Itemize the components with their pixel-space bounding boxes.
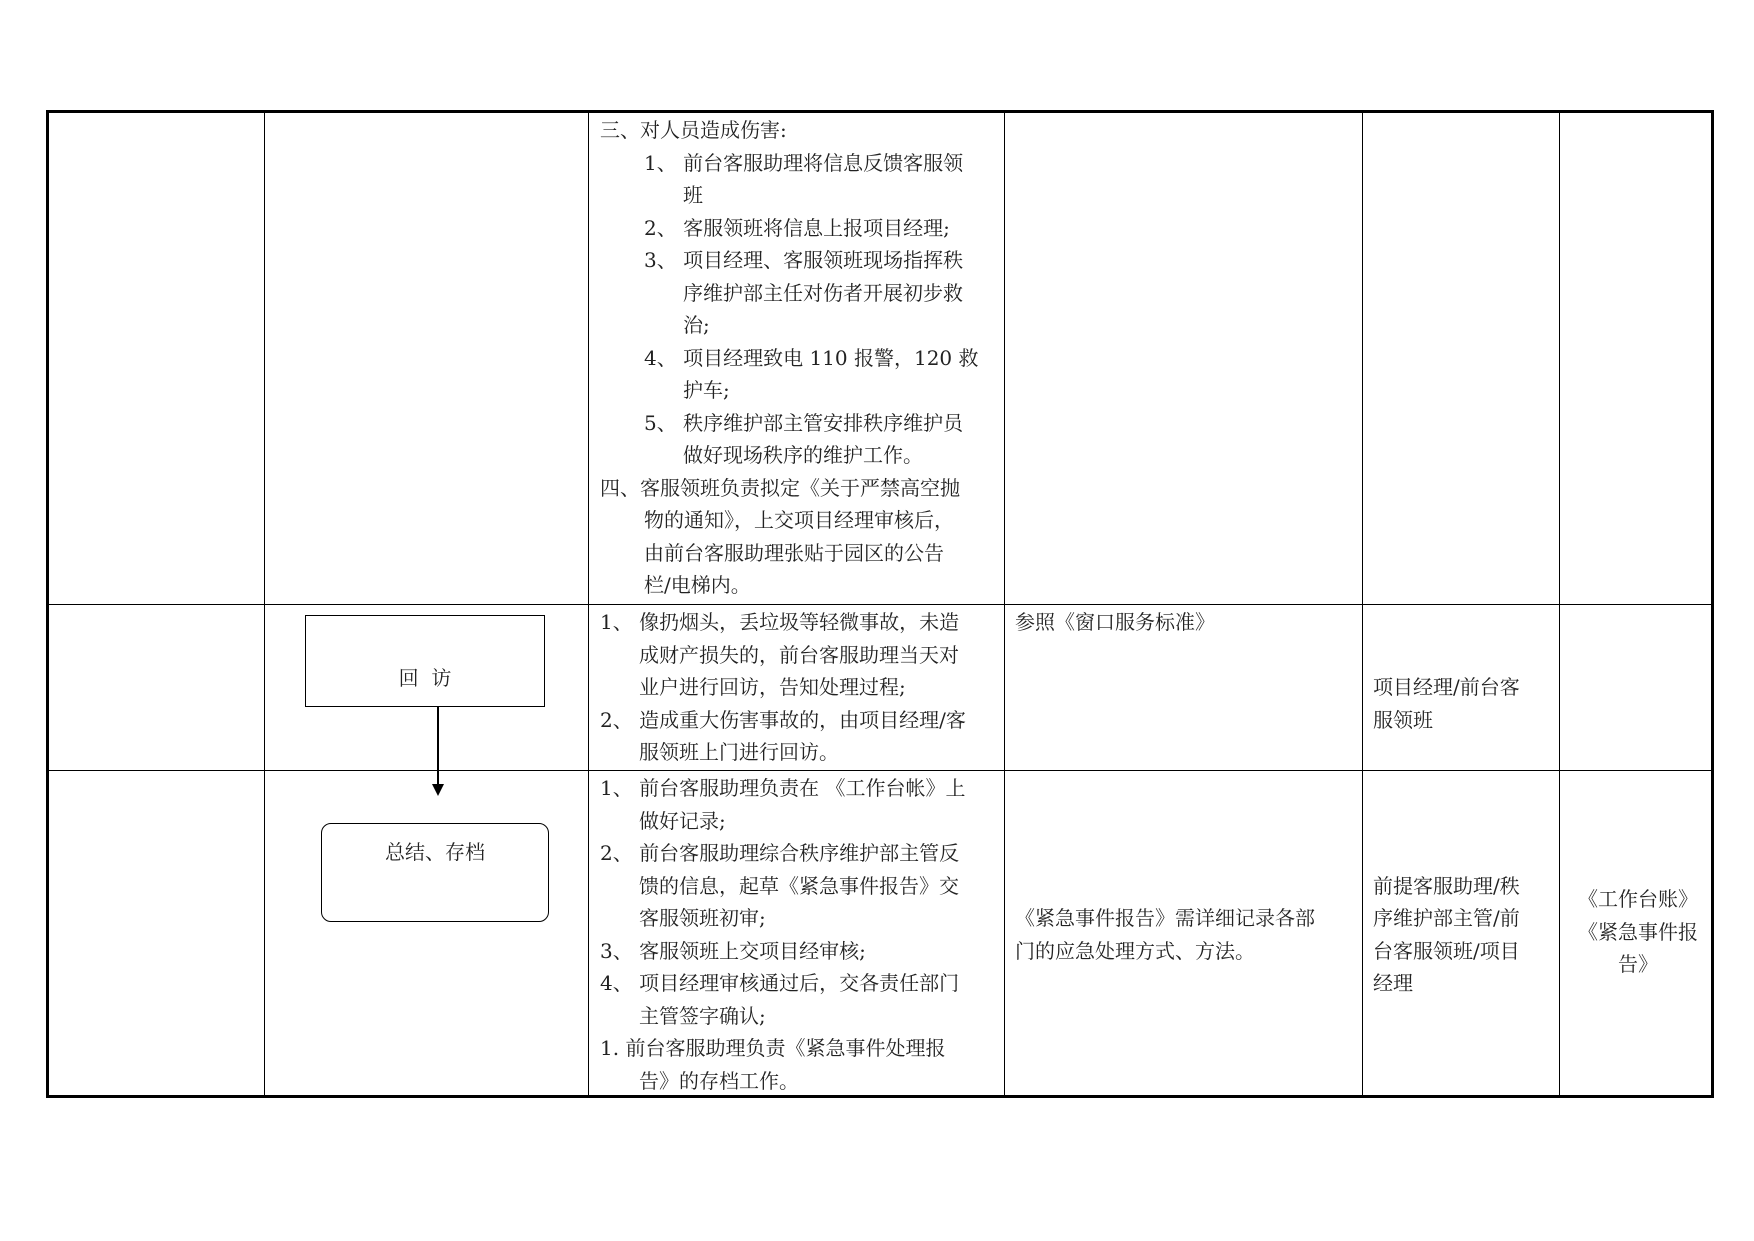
procedure-line: 业户进行回访，告知处理过程;: [639, 675, 906, 699]
responsible-text: 序维护部主管/前: [1373, 906, 1520, 930]
flow-step-label: 总结、存档: [385, 840, 485, 864]
flow-arrow: [437, 707, 439, 785]
procedure-line: 栏/电梯内。: [644, 573, 751, 597]
procedure-line: 4、 项目经理审核通过后，交各责任部门: [600, 971, 960, 995]
procedure-line: 1、 前台客服助理将信息反馈客服领: [644, 151, 964, 175]
procedure-line: 主管签字确认;: [639, 1004, 766, 1028]
responsible-text: 项目经理/前台客: [1373, 675, 1520, 699]
responsible-text: 台客服领班/项目: [1373, 939, 1520, 963]
procedure-line: 四、客服领班负责拟定《关于严禁高空抛: [600, 476, 960, 500]
flow-box-follow-up: [305, 615, 545, 707]
procedure-line: 物的通知》，上交项目经理审核后，: [644, 508, 954, 532]
procedure-line: 4、 项目经理致电 110 报警，120 救: [644, 346, 979, 370]
procedure-line: 序维护部主任对伤者开展初步救: [683, 281, 963, 305]
procedure-line: 2、 前台客服助理综合秩序维护部主管反: [600, 841, 960, 865]
responsible-text: 经理: [1373, 971, 1413, 995]
responsible-text: 前提客服助理/秩: [1373, 874, 1520, 898]
procedure-line: 客服领班初审;: [639, 906, 766, 930]
procedure-line: 3、 客服领班上交项目经审核;: [600, 939, 866, 963]
procedure-line: 治;: [683, 313, 710, 337]
procedure-line: 由前台客服助理张贴于园区的公告: [644, 541, 944, 565]
procedure-line: 2、 造成重大伤害事故的，由项目经理/客: [600, 708, 966, 732]
procedure-line: 成财产损失的，前台客服助理当天对: [639, 643, 959, 667]
procedure-line: 馈的信息，起草《紧急事件报告》交: [639, 874, 959, 898]
standard-text: 门的应急处理方式、方法。: [1015, 939, 1255, 963]
row-divider: [49, 604, 1711, 605]
responsible-text: 服领班: [1373, 708, 1433, 732]
procedure-line: 2、 客服领班将信息上报项目经理;: [644, 216, 950, 240]
flow-box-summary-archive: [321, 823, 549, 922]
procedure-line: 告》的存档工作。: [639, 1069, 799, 1093]
procedure-line: 做好现场秩序的维护工作。: [683, 443, 923, 467]
procedure-line: 三、对人员造成伤害:: [600, 118, 787, 142]
standard-text: 参照《窗口服务标准》: [1015, 610, 1215, 634]
procedure-line: 5、 秩序维护部主管安排秩序维护员: [644, 411, 964, 435]
record-text: 《工作台账》: [1578, 887, 1698, 911]
procedure-line: 服领班上门进行回访。: [639, 740, 839, 764]
standard-text: 《紧急事件报告》需详细记录各部: [1015, 906, 1315, 930]
procedure-line: 1. 前台客服助理负责《紧急事件处理报: [600, 1036, 946, 1060]
record-text: 《紧急事件报: [1578, 920, 1698, 944]
procedure-line: 1、 像扔烟头，丢垃圾等轻微事故，未造: [600, 610, 960, 634]
procedure-line: 1、 前台客服助理负责在 《工作台帐》上: [600, 776, 966, 800]
procedure-line: 班: [683, 183, 703, 207]
flow-step-label: 回 访: [398, 665, 452, 690]
record-text: 告》: [1618, 952, 1658, 976]
procedure-line: 做好记录;: [639, 809, 726, 833]
procedure-line: 护车;: [683, 378, 730, 402]
procedure-line: 3、 项目经理、客服领班现场指挥秩: [644, 248, 964, 272]
row-divider: [49, 770, 1711, 771]
arrow-down-icon: [432, 784, 444, 796]
procedure-table: [46, 110, 1714, 1098]
